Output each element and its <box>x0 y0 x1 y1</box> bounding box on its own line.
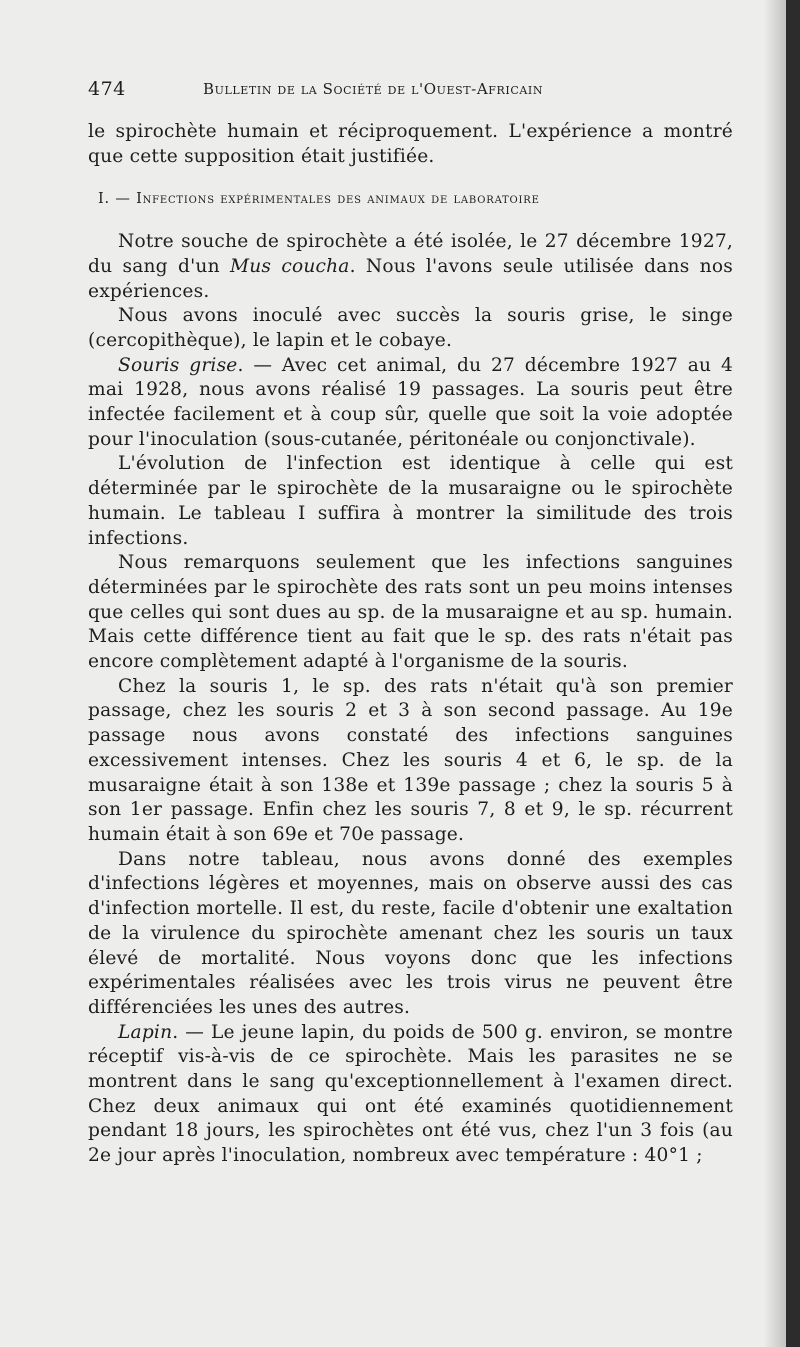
paragraph-remarques: Nous remarquons seulement que les infections sanguines déterminées par le spirochète des rats sont un peu moins intenses que celles qui sont dues au sp. de la musaraigne et au sp. humain. Mais cette différence tient au fait que le sp. des rats n'était pas encore complètement adapté à l'organisme de la souris. <box>88 552 733 673</box>
page-number: 474 <box>88 78 126 100</box>
paragraph-lapin <box>88 1021 733 1169</box>
section-number: I. — <box>98 191 137 208</box>
paragraph-continued: le spirochète humain et réciproquement. L'expérience a montré que cette supposition était justifiée. <box>88 121 733 167</box>
page-edge-shadow <box>764 0 786 1347</box>
running-head <box>88 78 733 102</box>
subsection-label: Souris grise <box>118 354 238 376</box>
section-title: Infections expérimentales des animaux de laboratoire <box>136 191 540 208</box>
paragraph-text: . — Le jeune lapin, du poids de 500 g. environ, se montre réceptif vis-à-vis de ce spirochète. Mais les parasites ne se montrent dans le sang qu'exceptionnellement à l'examen direct. Chez deux animaux qui ont été examinés quotidiennement pendant 18 jours, les spirochètes ont été vus, chez l'un 3 fois (au 2e jour après l'inoculation, nombreux avec température : 40°1 ; <box>88 1021 733 1167</box>
paragraph-passages: Chez la souris 1, le sp. des rats n'était qu'à son premier passage, chez les souris 2 et 3 à son second passage. Au 19e passage nous avons constaté des infections sanguines excessivement intenses. Chez les souris 4 et 6, le sp. de la musaraigne était à son 138e et 139e passage ; chez la souris 5 à son 1er passage. Enfin chez les souris 7, 8 et 9, le sp. récurrent humain était à son 69e et 70e passage. <box>88 675 733 845</box>
paragraph-text: . — Avec cet animal, du 27 décembre 1927 au 4 mai 1928, nous avons réalisé 19 passages. La souris peut être infectée facilement et à coup sûr, quelle que soit la voie adoptée pour l'inoculation (sous-cutanée, péritonéale ou conjonctivale). <box>88 354 733 450</box>
paragraph-souche <box>88 230 733 304</box>
paragraph-text: Notre souche de spirochète a été isolée, le 27 décembre 1927, du sang d'un <box>88 231 733 277</box>
species-name: Mus coucha <box>229 255 350 277</box>
paragraph-inoculation: Nous avons inoculé avec succès la souris grise, le singe (cercopithèque), le lapin et le cobaye. <box>88 305 733 351</box>
running-title: Bulletin de la Société de l'Ouest-Africain <box>203 80 544 98</box>
body-text <box>88 120 733 1169</box>
paragraph-text: . Nous l'avons seule utilisée dans nos expériences. <box>88 255 733 302</box>
paragraph-souris-grise <box>88 354 733 453</box>
section-heading <box>88 187 733 212</box>
paragraph-tableau: Dans notre tableau, nous avons donné des exemples d'infections légères et moyennes, mais on observe aussi des cas d'infection mortelle. Il est, du reste, facile d'obtenir une exaltation de la virulence du spirochète amenant chez les souris un taux élevé de mortalité. Nous voyons donc que les infections expérimentales réalisées avec les trois virus ne peuvent être différenciées les unes des autres. <box>88 848 733 1018</box>
subsection-label: Lapin <box>118 1021 173 1043</box>
paragraph-evolution: L'évolution de l'infection est identique à celle qui est déterminée par le spirochète de la musaraigne ou le spirochète humain. Le tableau I suffira à montrer la similitude des trois infections. <box>88 453 733 549</box>
